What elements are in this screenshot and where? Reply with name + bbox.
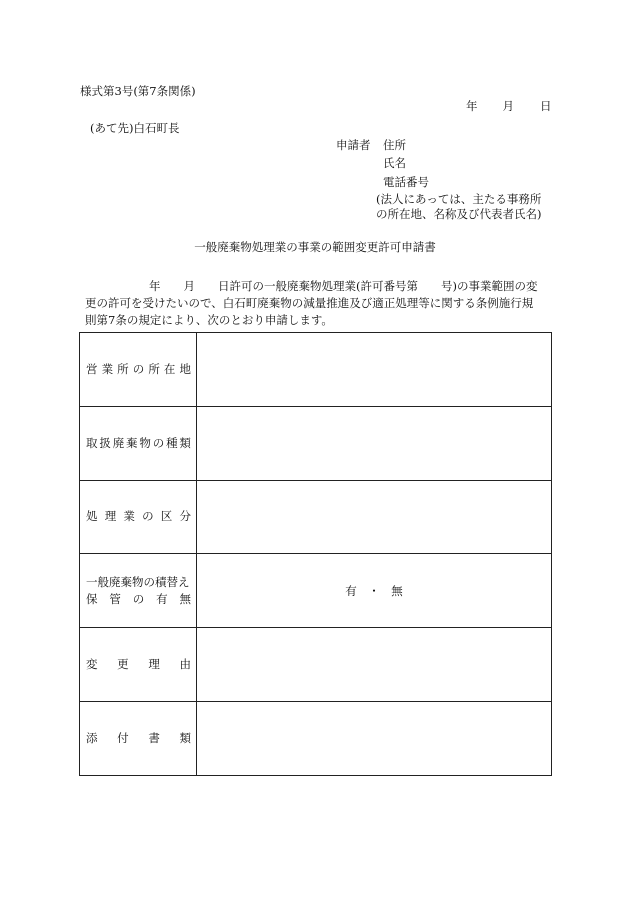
applicant-phone-label: 電話番号 — [383, 175, 429, 189]
label-char: 理 — [148, 657, 160, 672]
label-char: 所 — [117, 361, 129, 376]
label-char: 付 — [117, 730, 129, 745]
applicant-name-label: 氏名 — [383, 156, 406, 170]
label-char: の — [132, 361, 145, 376]
label-char: 保 — [86, 591, 98, 606]
form-number: 様式第3号(第7条関係) — [80, 84, 196, 98]
label-char: 棄 — [126, 435, 138, 450]
applicant-label: 申請者 — [336, 138, 371, 152]
row-label-transfer-storage — [80, 554, 197, 628]
label-char: の — [142, 509, 154, 524]
application-table — [79, 332, 552, 776]
row-value-change-reason[interactable] — [197, 628, 552, 702]
row-label-text — [80, 361, 196, 378]
date-month: 月 — [502, 99, 514, 113]
applicant-note-line1: (法人にあっては、主たる事務所 — [376, 192, 542, 206]
label-char: 営 — [86, 361, 98, 376]
row-value-waste-type[interactable] — [197, 406, 552, 480]
applicant-note-line2: の所在地、名称及び代表者氏名) — [376, 207, 542, 221]
row-value-business-category[interactable] — [197, 480, 552, 554]
label-char: 無 — [179, 591, 191, 606]
label-char: 区 — [160, 509, 173, 524]
body-line-3: 則第7条の規定により、次のとおり申請します。 — [85, 313, 333, 327]
row-label-office-location — [80, 333, 197, 407]
row-value-transfer-storage[interactable]: 有 ・ 無 — [197, 554, 552, 628]
label-char: 由 — [179, 657, 191, 672]
table-row-office-location — [80, 333, 552, 407]
label-char: 類 — [179, 435, 191, 450]
label-char: 物 — [139, 435, 151, 450]
label-char: 業 — [101, 361, 114, 376]
label-char: 業 — [123, 509, 135, 524]
row-label-change-reason — [80, 628, 197, 702]
table-row-change-reason — [80, 628, 552, 702]
label-char: 書 — [148, 730, 160, 745]
row-label-attachments — [80, 702, 197, 776]
row-label-business-category — [80, 480, 197, 554]
label-char: 取 — [86, 435, 98, 450]
row-label-text — [80, 656, 196, 673]
table-row-transfer-storage — [80, 554, 552, 628]
row-value-office-location[interactable] — [197, 333, 552, 407]
label-char: 在 — [163, 361, 176, 376]
label-char: 廃 — [112, 435, 125, 450]
label-char: 種 — [166, 435, 178, 450]
document-title: 一般廃棄物処理業の事業の範囲変更許可申請書 — [194, 240, 436, 254]
date-day: 日 — [540, 99, 552, 113]
label-char: 管 — [109, 591, 121, 606]
body-line-2: 更の許可を受けたいので、白石町廃棄物の減量推進及び適正処理等に関する条例施行規 — [85, 296, 534, 310]
table-row-attachments — [80, 702, 552, 776]
row-label-line2 — [80, 591, 196, 608]
table-row-business-category — [80, 480, 552, 554]
label-char: 所 — [148, 361, 160, 376]
date-line — [466, 101, 552, 113]
row-label-waste-type — [80, 406, 197, 480]
row-label-text — [80, 435, 196, 452]
body-line-1: 年 月 日許可の一般廃棄物処理業(許可番号第 号)の事業範囲の変 — [149, 279, 538, 293]
label-char: 地 — [179, 361, 191, 376]
label-char: 処 — [86, 509, 98, 524]
row-value-attachments[interactable] — [197, 702, 552, 776]
label-char: 扱 — [99, 435, 111, 450]
label-char: の — [152, 435, 165, 450]
recipient: (あて先)白石町長 — [90, 121, 180, 135]
row-label-text — [80, 730, 196, 747]
applicant-address-label: 住所 — [383, 138, 406, 152]
label-char: の — [132, 591, 145, 606]
label-char: 類 — [179, 730, 191, 745]
label-char: 有 — [156, 591, 168, 606]
label-char: 理 — [104, 509, 117, 524]
label-char: 分 — [179, 509, 191, 524]
date-year: 年 — [466, 99, 478, 113]
row-label-text — [80, 508, 196, 525]
label-char: 変 — [86, 657, 98, 672]
label-char: 更 — [117, 657, 129, 672]
row-label-line1: 一般廃棄物の積替え — [86, 574, 190, 589]
label-char: 添 — [86, 730, 98, 745]
table-row-waste-type — [80, 406, 552, 480]
